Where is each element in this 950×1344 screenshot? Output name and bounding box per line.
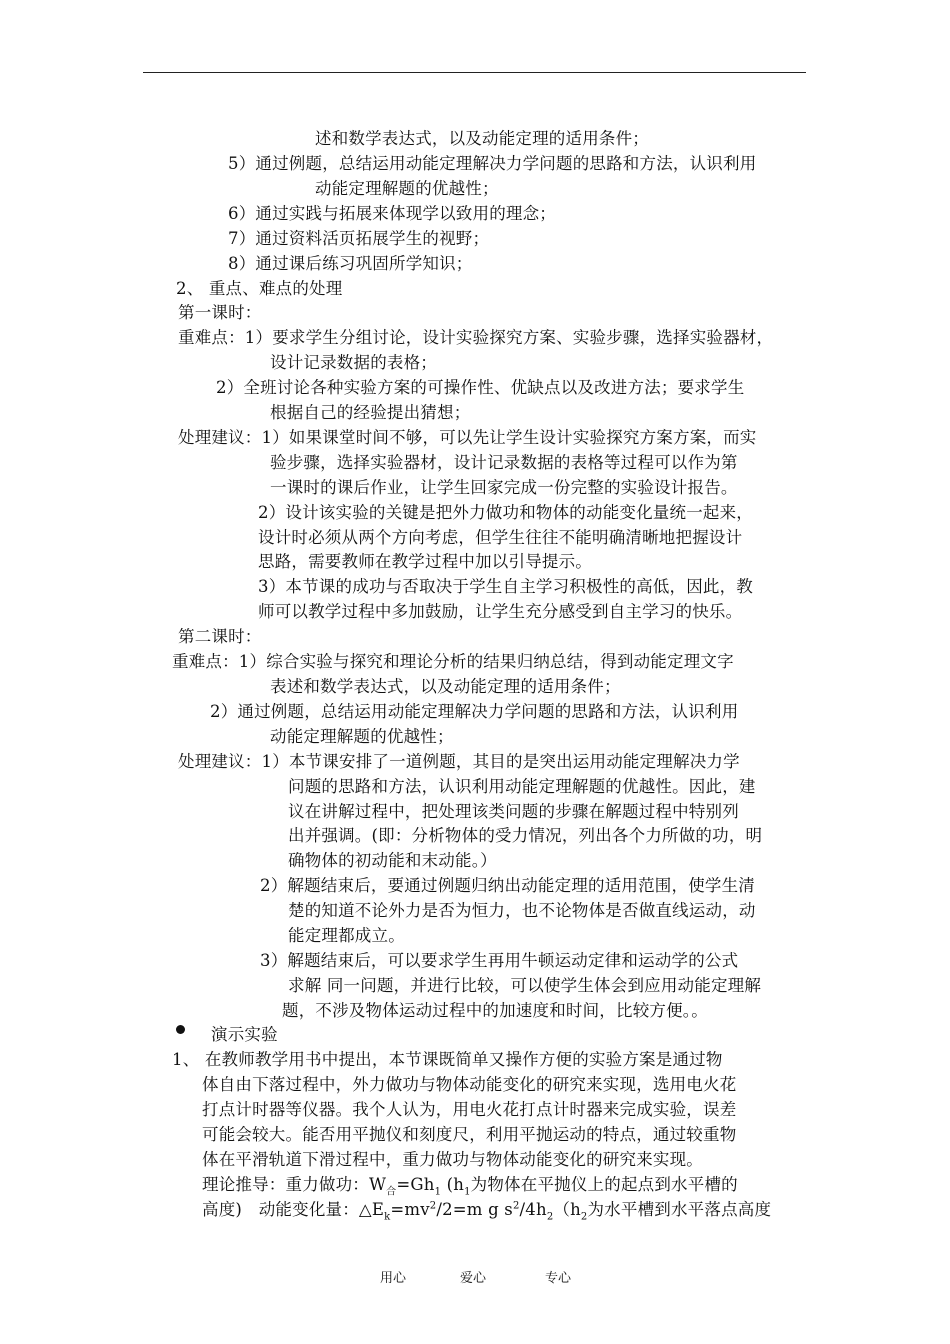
text-line: 打点计时器等仪器。我个人认为，用电火花打点计时器来完成实验，误差 [202,1100,737,1119]
text-line: 处理建议：1）如果课堂时间不够，可以先让学生设计实验探究方案方案，而实 [178,428,757,447]
text-line: 动能定理解题的优越性； [315,179,499,198]
text-line: 思路，需要教师在教学过程中加以引导提示。 [258,552,592,571]
text-line: 重难点：1）要求学生分组讨论，设计实验探究方案、实验步骤，选择实验器材， [178,328,774,347]
footer-middle: 爱心 [460,1271,487,1286]
text-line: 设计记录数据的表格； [270,353,437,372]
text-line: 题，不涉及物体运动过程中的加速度和时间，比较方便。。 [282,1001,708,1020]
text-line: 验步骤，选择实验器材，设计记录数据的表格等过程可以作为第 [270,453,738,472]
formula-line: 高度) 动能变化量：$\triangle E_k=mv^2/2=m$ g $s^2/4h_2(h_2$为水平槽到水平落点高度 [202,1200,772,1223]
text-line: 楚的知道不论外力是否为恒力，也不论物体是否做直线运动，动 [288,901,756,920]
text-line: 出并强调。(即：分析物体的受力情况，列出各个力所做的功，明 [288,826,763,845]
text-line: 述和数学表达式，以及动能定理的适用条件； [315,129,649,148]
text-line: 1、 在教师教学用书中提出，本节课既简单又操作方便的实验方案是通过物 [172,1050,723,1069]
text-line: 体在平滑轨道下滑过程中，重力做功与物体动能变化的研究来实现。 [202,1150,703,1169]
section-heading: 2、 重点、难点的处理 [176,279,343,298]
text-line: 问题的思路和方法，认识利用动能定理解题的优越性。因此，建 [288,777,756,796]
formula-line: 理论推导：重力做功：$W_合=Gh_1$ ($h_1$为物体在平抛仪上的起点到水平槽的 [202,1175,738,1198]
text-line: 2）解题结束后，要通过例题归纳出动能定理的适用范围，使学生清 [260,876,755,895]
text-line: 2）通过例题，总结运用动能定理解决力学问题的思路和方法，认识利用 [210,702,739,721]
text-line: 一课时的课后作业，让学生回家完成一份完整的实验设计报告。 [270,478,738,497]
text-line: 2）设计该实验的关键是把外力做功和物体的动能变化量统一起来， [258,503,753,522]
text-line: 根据自己的经验提出猜想； [270,403,471,422]
text-line: 议在讲解过程中，把处理该类问题的步骤在解题过程中特别列 [288,802,739,821]
text-line: 重难点：1）综合实验与探究和理论分析的结果归纳总结，得到动能定理文字 [172,652,734,671]
text-line: 体自由下落过程中，外力做功与物体动能变化的研究来实现，选用电火花 [202,1075,737,1094]
subsection-heading: 第二课时： [178,627,262,646]
text-line: 2）全班讨论各种实验方案的可操作性、优缺点以及改进方法；要求学生 [216,378,745,397]
text-line: 动能定理解题的优越性； [270,727,454,746]
text-line: 求解 同一问题，并进行比较，可以使学生体会到应用动能定理解 [288,976,762,995]
text-line: 8）通过课后练习巩固所学知识； [228,254,473,273]
text-line: 师可以教学过程中多加鼓励，让学生充分感受到自主学习的快乐。 [258,602,743,621]
section-heading: 演示实验 [211,1025,278,1044]
footer-right: 专心 [545,1271,572,1286]
text-line: 6）通过实践与拓展来体现学以致用的理念； [228,204,556,223]
text-line: 3）本节课的成功与否取决于学生自主学习积极性的高低，因此，教 [258,577,753,596]
subsection-heading: 第一课时： [178,303,262,322]
text-line: 处理建议：1）本节课安排了一道例题，其目的是突出运用动能定理解决力学 [178,752,740,771]
text-line: 表述和数学表达式，以及动能定理的适用条件； [270,677,621,696]
bullet-icon [176,1025,185,1034]
text-line: 设计时必须从两个方向考虑，但学生往往不能明确清晰地把握设计 [258,528,743,547]
footer-left: 用心 [380,1271,407,1286]
text-line: 确物体的初动能和末动能。） [288,851,497,870]
text-line: 能定理都成立。 [288,926,405,945]
header-rule [143,72,806,73]
text-line: 可能会较大。能否用平抛仪和刻度尺，利用平抛运动的特点，通过较重物 [202,1125,737,1144]
text-line: 3）解题结束后，可以要求学生再用牛顿运动定律和运动学的公式 [260,951,739,970]
text-line: 5）通过例题，总结运用动能定理解决力学问题的思路和方法，认识利用 [228,154,757,173]
text-line: 7）通过资料活页拓展学生的视野； [228,229,490,248]
